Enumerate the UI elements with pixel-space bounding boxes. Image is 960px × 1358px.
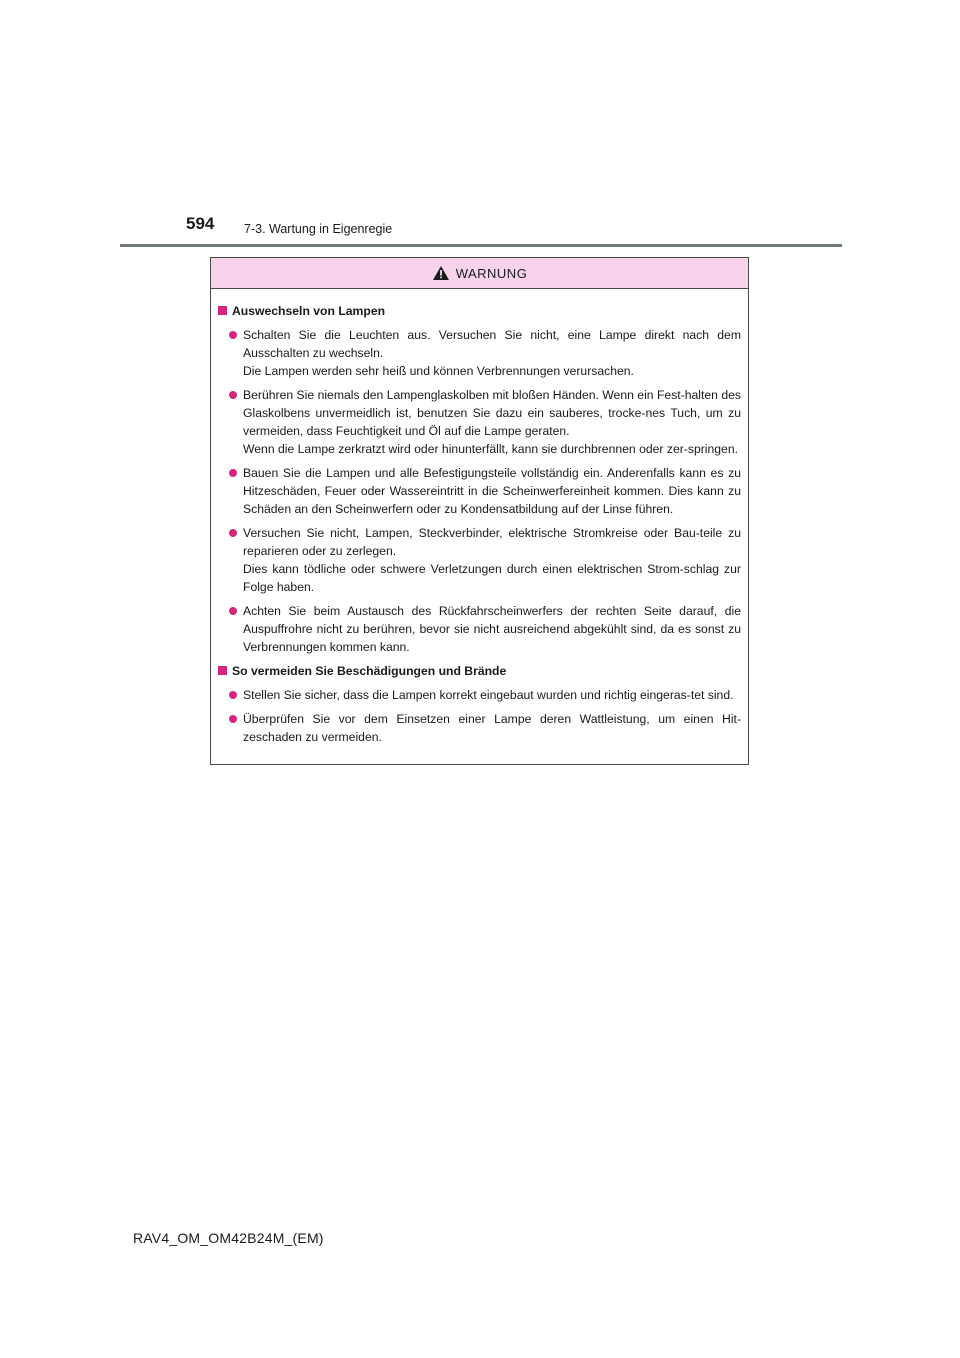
round-bullet-icon (229, 529, 237, 537)
warning-body (211, 289, 748, 764)
round-bullet-icon (229, 331, 237, 339)
list-item (229, 710, 741, 746)
round-bullet-icon (229, 391, 237, 399)
item-text: Achten Sie beim Austausch des Rückfahrscheinwerfers der rechten Seite darauf, die Auspuffrohre nicht zu berühren, bevor sie nicht ausreichend abgekühlt sind, da es sonst zu Verbrennungen kommen kann. (243, 604, 741, 654)
warning-header (211, 258, 748, 289)
round-bullet-icon (229, 607, 237, 615)
warning-group-lamp-replacement (218, 302, 741, 656)
header-divider (120, 244, 842, 247)
list-item (229, 686, 741, 704)
item-text: Bauen Sie die Lampen und alle Befestigungsteile vollständig ein. Anderenfalls kann es zu Hitzeschäden, Feuer oder Wassereintritt in die Scheinwerfereinheit kommen. Dies kann zu Schäden an den Scheinwerfern oder zu Kondensatbildung auf der Linse führen. (243, 466, 741, 516)
warning-box (210, 257, 749, 765)
square-bullet-icon (218, 666, 227, 675)
list-item (229, 386, 741, 458)
group-title: Auswechseln von Lampen (232, 304, 386, 318)
item-text: Überprüfen Sie vor dem Einsetzen einer Lampe deren Wattleistung, um einen Hit-zeschaden zu vermeiden. (243, 712, 741, 744)
square-bullet-icon (218, 306, 227, 315)
list-item (229, 524, 741, 596)
round-bullet-icon (229, 715, 237, 723)
item-text: Die Lampen werden sehr heiß und können Verbrennungen verursachen. (243, 364, 634, 378)
item-text: Wenn die Lampe zerkratzt wird oder hinunterfällt, kann sie durchbrennen oder zer-springen. (243, 442, 738, 456)
item-text: Dies kann tödliche oder schwere Verletzungen durch einen elektrischen Strom-schlag zur Folge haben. (243, 562, 741, 594)
item-text: Schalten Sie die Leuchten aus. Versuchen Sie nicht, eine Lampe direkt nach dem Ausschalten zu wechseln. (243, 328, 741, 360)
round-bullet-icon (229, 691, 237, 699)
page-number: 594 (186, 214, 215, 233)
section-title: 7-3. Wartung in Eigenregie (244, 222, 393, 236)
document-code: RAV4_OM_OM42B24M_(EM) (133, 1230, 324, 1246)
list-item (229, 602, 741, 656)
round-bullet-icon (229, 469, 237, 477)
group-title: So vermeiden Sie Beschädigungen und Brände (232, 664, 507, 678)
item-text: Versuchen Sie nicht, Lampen, Steckverbinder, elektrische Stromkreise oder Bau-teile zu reparieren oder zu zerlegen. (243, 526, 741, 558)
list-item (229, 326, 741, 380)
item-text: Stellen Sie sicher, dass die Lampen korrekt eingebaut wurden und richtig eingeras-tet sind. (243, 688, 734, 702)
warning-triangle-icon (432, 265, 450, 281)
warning-title: WARNUNG (455, 265, 528, 281)
warning-group-damage-prevention (218, 662, 741, 746)
list-item (229, 464, 741, 518)
item-text: Berühren Sie niemals den Lampenglaskolben mit bloßen Händen. Wenn ein Fest-halten des Glaskolbens unvermeidlich ist, benutzen Sie dazu ein sauberes, trocke-nes Tuch, um zu vermeiden, dass Feuchtigkeit und Öl auf die Lampe geraten. (243, 388, 741, 438)
